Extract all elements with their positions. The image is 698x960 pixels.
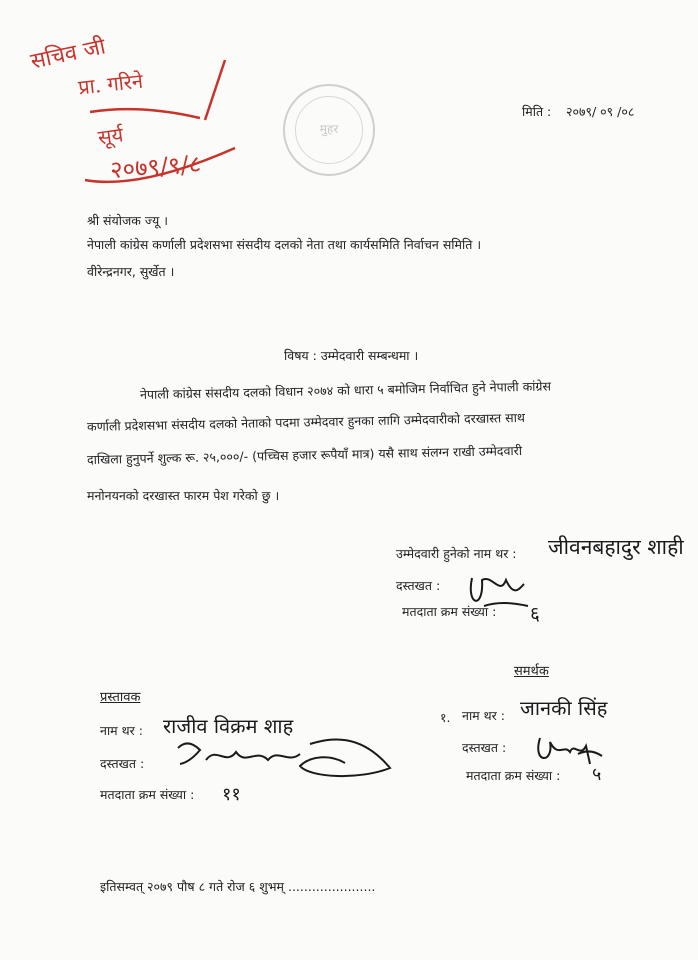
supporter-sign-label: दस्तखत :: [462, 740, 507, 755]
candidate-sign-label: दस्तखत :: [396, 578, 441, 593]
margin-note-date: २०७९/९/८: [109, 149, 202, 185]
body-line2: कर्णाली प्रदेशसभा संसदीय दलको नेताको पदमा उम्मेदवार हुनका लागि उम्मेदवारीको दरखास्त साथ: [86, 409, 525, 434]
office-stamp: [283, 84, 375, 176]
candidate-voter-value: ६: [530, 603, 540, 625]
supporter-name-value: जानकी सिंह: [520, 696, 608, 720]
date-value: २०७९/ ०९ /०८: [566, 104, 635, 119]
stamp-text: मुहर: [319, 122, 339, 136]
proposer-signature: [160, 708, 410, 788]
margin-note-line1: सचिव जी: [28, 34, 108, 75]
body-line1: नेपाली कांग्रेस संसदीय दलको विधान २०७४ को धारा ५ बमोजिम निर्वाचित हुने नेपाली कांग्रेस: [139, 378, 552, 402]
supporter-heading: समर्थक: [514, 664, 549, 679]
address-line3: वीरेन्द्रनगर, सुर्खेत ।: [87, 264, 175, 279]
margin-note-line2: प्रा. गरिने: [76, 68, 145, 100]
body-line4: मनोनयनको दरखास्त फारम पेश गरेको छु ।: [87, 488, 280, 503]
address-line1: श्री संयोजक ज्यू ।: [87, 213, 168, 228]
margin-note-sign: सूर्य: [96, 122, 125, 150]
address-line2: नेपाली कांग्रेस कर्णाली प्रदेशसभा संसदीय दलको नेता तथा कार्यसमिति निर्वाचन समिति ।: [87, 237, 482, 252]
proposer-voter-value: ११: [222, 784, 241, 805]
proposer-name-value: राजीव विक्रम शाह: [163, 714, 294, 738]
candidate-voter-label: मतदाता क्रम संख्या :: [402, 604, 497, 619]
supporter-voter-label: मतदाता क्रम संख्या :: [466, 768, 561, 783]
date-label: मिति :: [522, 104, 552, 119]
closing-line: इतिसम्वत् २०७९ पौष ८ गते रोज ६ शुभम् ......................: [100, 879, 376, 894]
proposer-sign-label: दस्तखत :: [100, 756, 145, 771]
candidate-name-value: जीवनबहादुर शाही: [548, 535, 684, 559]
candidate-name-label: उम्मेदवारी हुनेको नाम थर :: [396, 546, 517, 561]
proposer-heading: प्रस्तावक: [100, 690, 141, 705]
supporter-number: १.: [440, 710, 451, 725]
proposer-name-label: नाम थर :: [100, 723, 143, 738]
body-line3: दाखिला हुनुपर्ने शुल्क रू. २५,०००/- (पच्चिस हजार रूपैयाँ मात्र) यसै साथ संलग्न राखी उम्मेदवारी: [86, 442, 523, 467]
supporter-voter-value: ५: [592, 764, 602, 785]
supporter-name-label: नाम थर :: [462, 708, 505, 723]
subject: विषय : उम्मेदवारी सम्बन्धमा ।: [284, 348, 419, 363]
proposer-voter-label: मतदाता क्रम संख्या :: [100, 787, 195, 802]
